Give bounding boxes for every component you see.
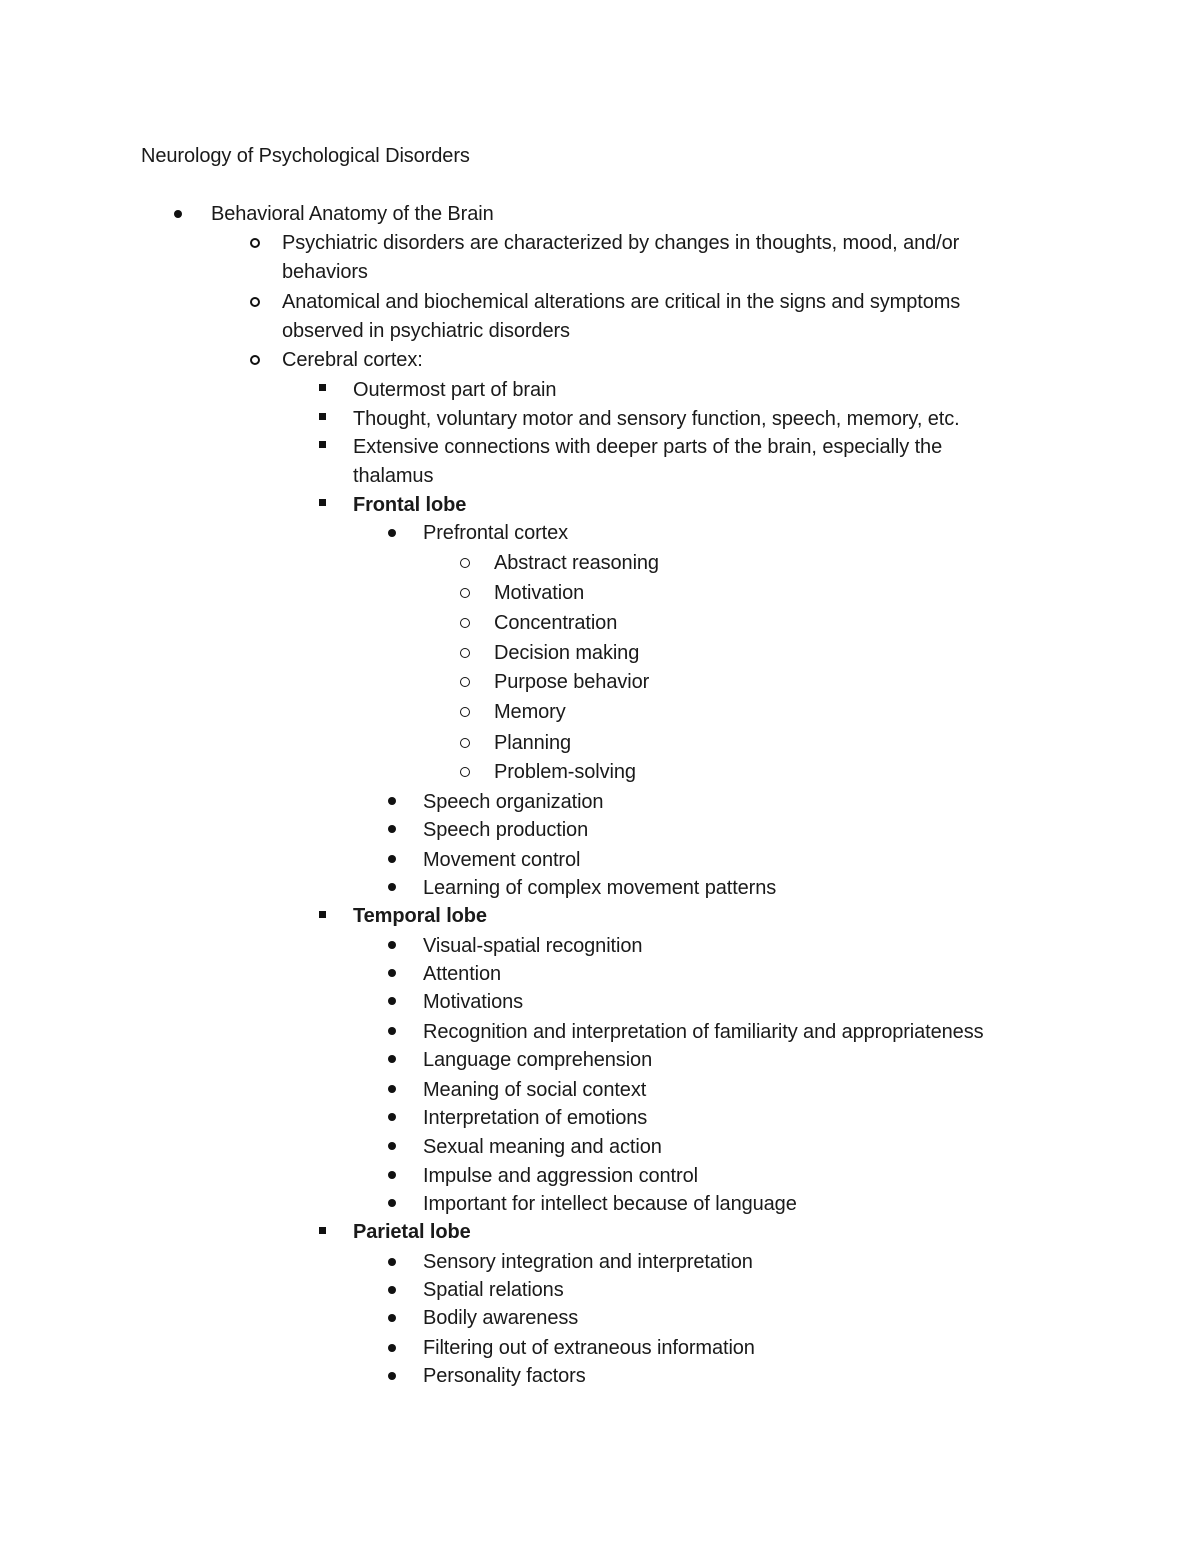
list-item: Movement control [423, 849, 581, 871]
list-item: Problem-solving [494, 761, 636, 783]
list-item: Recognition and interpretation of familiarity and appropriateness [423, 1021, 984, 1043]
list-item: Filtering out of extraneous information [423, 1337, 755, 1359]
square-bullet-marker [319, 499, 326, 506]
list-item: Purpose behavior [494, 671, 650, 693]
circle-bullet-marker [460, 648, 470, 658]
list-item: Sexual meaning and action [423, 1136, 662, 1158]
circle-bullet-marker [250, 238, 260, 248]
list-item: Decision making [494, 642, 640, 664]
temporal-lobe-heading: Temporal lobe [353, 905, 487, 927]
circle-bullet-marker [460, 618, 470, 628]
document-title: Neurology of Psychological Disorders [141, 145, 470, 167]
list-item: Planning [494, 732, 572, 754]
list-item: Concentration [494, 612, 618, 634]
list-item: Important for intellect because of language [423, 1193, 797, 1215]
square-bullet-marker [319, 441, 326, 448]
bullet-marker [388, 1199, 396, 1207]
bullet-marker [388, 997, 396, 1005]
circle-bullet-marker [460, 738, 470, 748]
bullet-marker [388, 1113, 396, 1121]
list-item: Visual-spatial recognition [423, 935, 643, 957]
list-item: Learning of complex movement patterns [423, 877, 777, 899]
bullet-marker [388, 1314, 396, 1322]
list-item: Motivation [494, 582, 585, 604]
circle-bullet-marker [460, 558, 470, 568]
list-item: Speech organization [423, 791, 604, 813]
bullet-marker [388, 1286, 396, 1294]
bullet-marker [388, 529, 396, 537]
bullet-marker [388, 1372, 396, 1380]
square-bullet-marker [319, 384, 326, 391]
section-heading: Behavioral Anatomy of the Brain [211, 203, 494, 225]
circle-bullet-marker [460, 707, 470, 717]
list-item: Attention [423, 963, 502, 985]
bullet-marker [388, 1027, 396, 1035]
parietal-lobe-heading: Parietal lobe [353, 1221, 471, 1243]
list-item: Thought, voluntary motor and sensory function, speech, memory, etc. [353, 408, 960, 430]
bullet-marker [388, 1055, 396, 1063]
list-item: Interpretation of emotions [423, 1107, 648, 1129]
list-item: Meaning of social context [423, 1079, 647, 1101]
bullet-marker [388, 1171, 396, 1179]
bullet-marker [388, 883, 396, 891]
square-bullet-marker [319, 1227, 326, 1234]
list-item: Psychiatric disorders are characterized by changes in thoughts, mood, and/or [282, 232, 960, 254]
bullet-marker [388, 969, 396, 977]
bullet-marker [388, 1085, 396, 1093]
list-item: Motivations [423, 991, 524, 1013]
frontal-lobe-heading: Frontal lobe [353, 494, 467, 516]
list-item: Extensive connections with deeper parts of the brain, especially the [353, 436, 943, 458]
bullet-marker [388, 1142, 396, 1150]
list-item: Memory [494, 701, 566, 723]
list-item: Sensory integration and interpretation [423, 1251, 753, 1273]
list-item-continuation: thalamus [353, 465, 434, 487]
bullet-marker [388, 825, 396, 833]
circle-bullet-marker [250, 355, 260, 365]
circle-bullet-marker [460, 588, 470, 598]
list-item-continuation: behaviors [282, 261, 368, 283]
bullet-marker [388, 855, 396, 863]
bullet-marker [174, 210, 182, 218]
list-item: Cerebral cortex: [282, 349, 423, 371]
list-item-continuation: observed in psychiatric disorders [282, 320, 570, 342]
list-item: Bodily awareness [423, 1307, 579, 1329]
circle-bullet-marker [460, 677, 470, 687]
list-item: Language comprehension [423, 1049, 653, 1071]
list-item: Anatomical and biochemical alterations are critical in the signs and symptoms [282, 291, 961, 313]
bullet-marker [388, 941, 396, 949]
bullet-marker [388, 1258, 396, 1266]
bullet-marker [388, 1344, 396, 1352]
circle-bullet-marker [250, 297, 260, 307]
list-item: Speech production [423, 819, 589, 841]
square-bullet-marker [319, 413, 326, 420]
square-bullet-marker [319, 911, 326, 918]
bullet-marker [388, 797, 396, 805]
list-item: Outermost part of brain [353, 379, 557, 401]
list-item: Spatial relations [423, 1279, 564, 1301]
list-item: Personality factors [423, 1365, 586, 1387]
list-item: Abstract reasoning [494, 552, 659, 574]
list-item: Impulse and aggression control [423, 1165, 698, 1187]
circle-bullet-marker [460, 767, 470, 777]
list-item: Prefrontal cortex [423, 522, 569, 544]
